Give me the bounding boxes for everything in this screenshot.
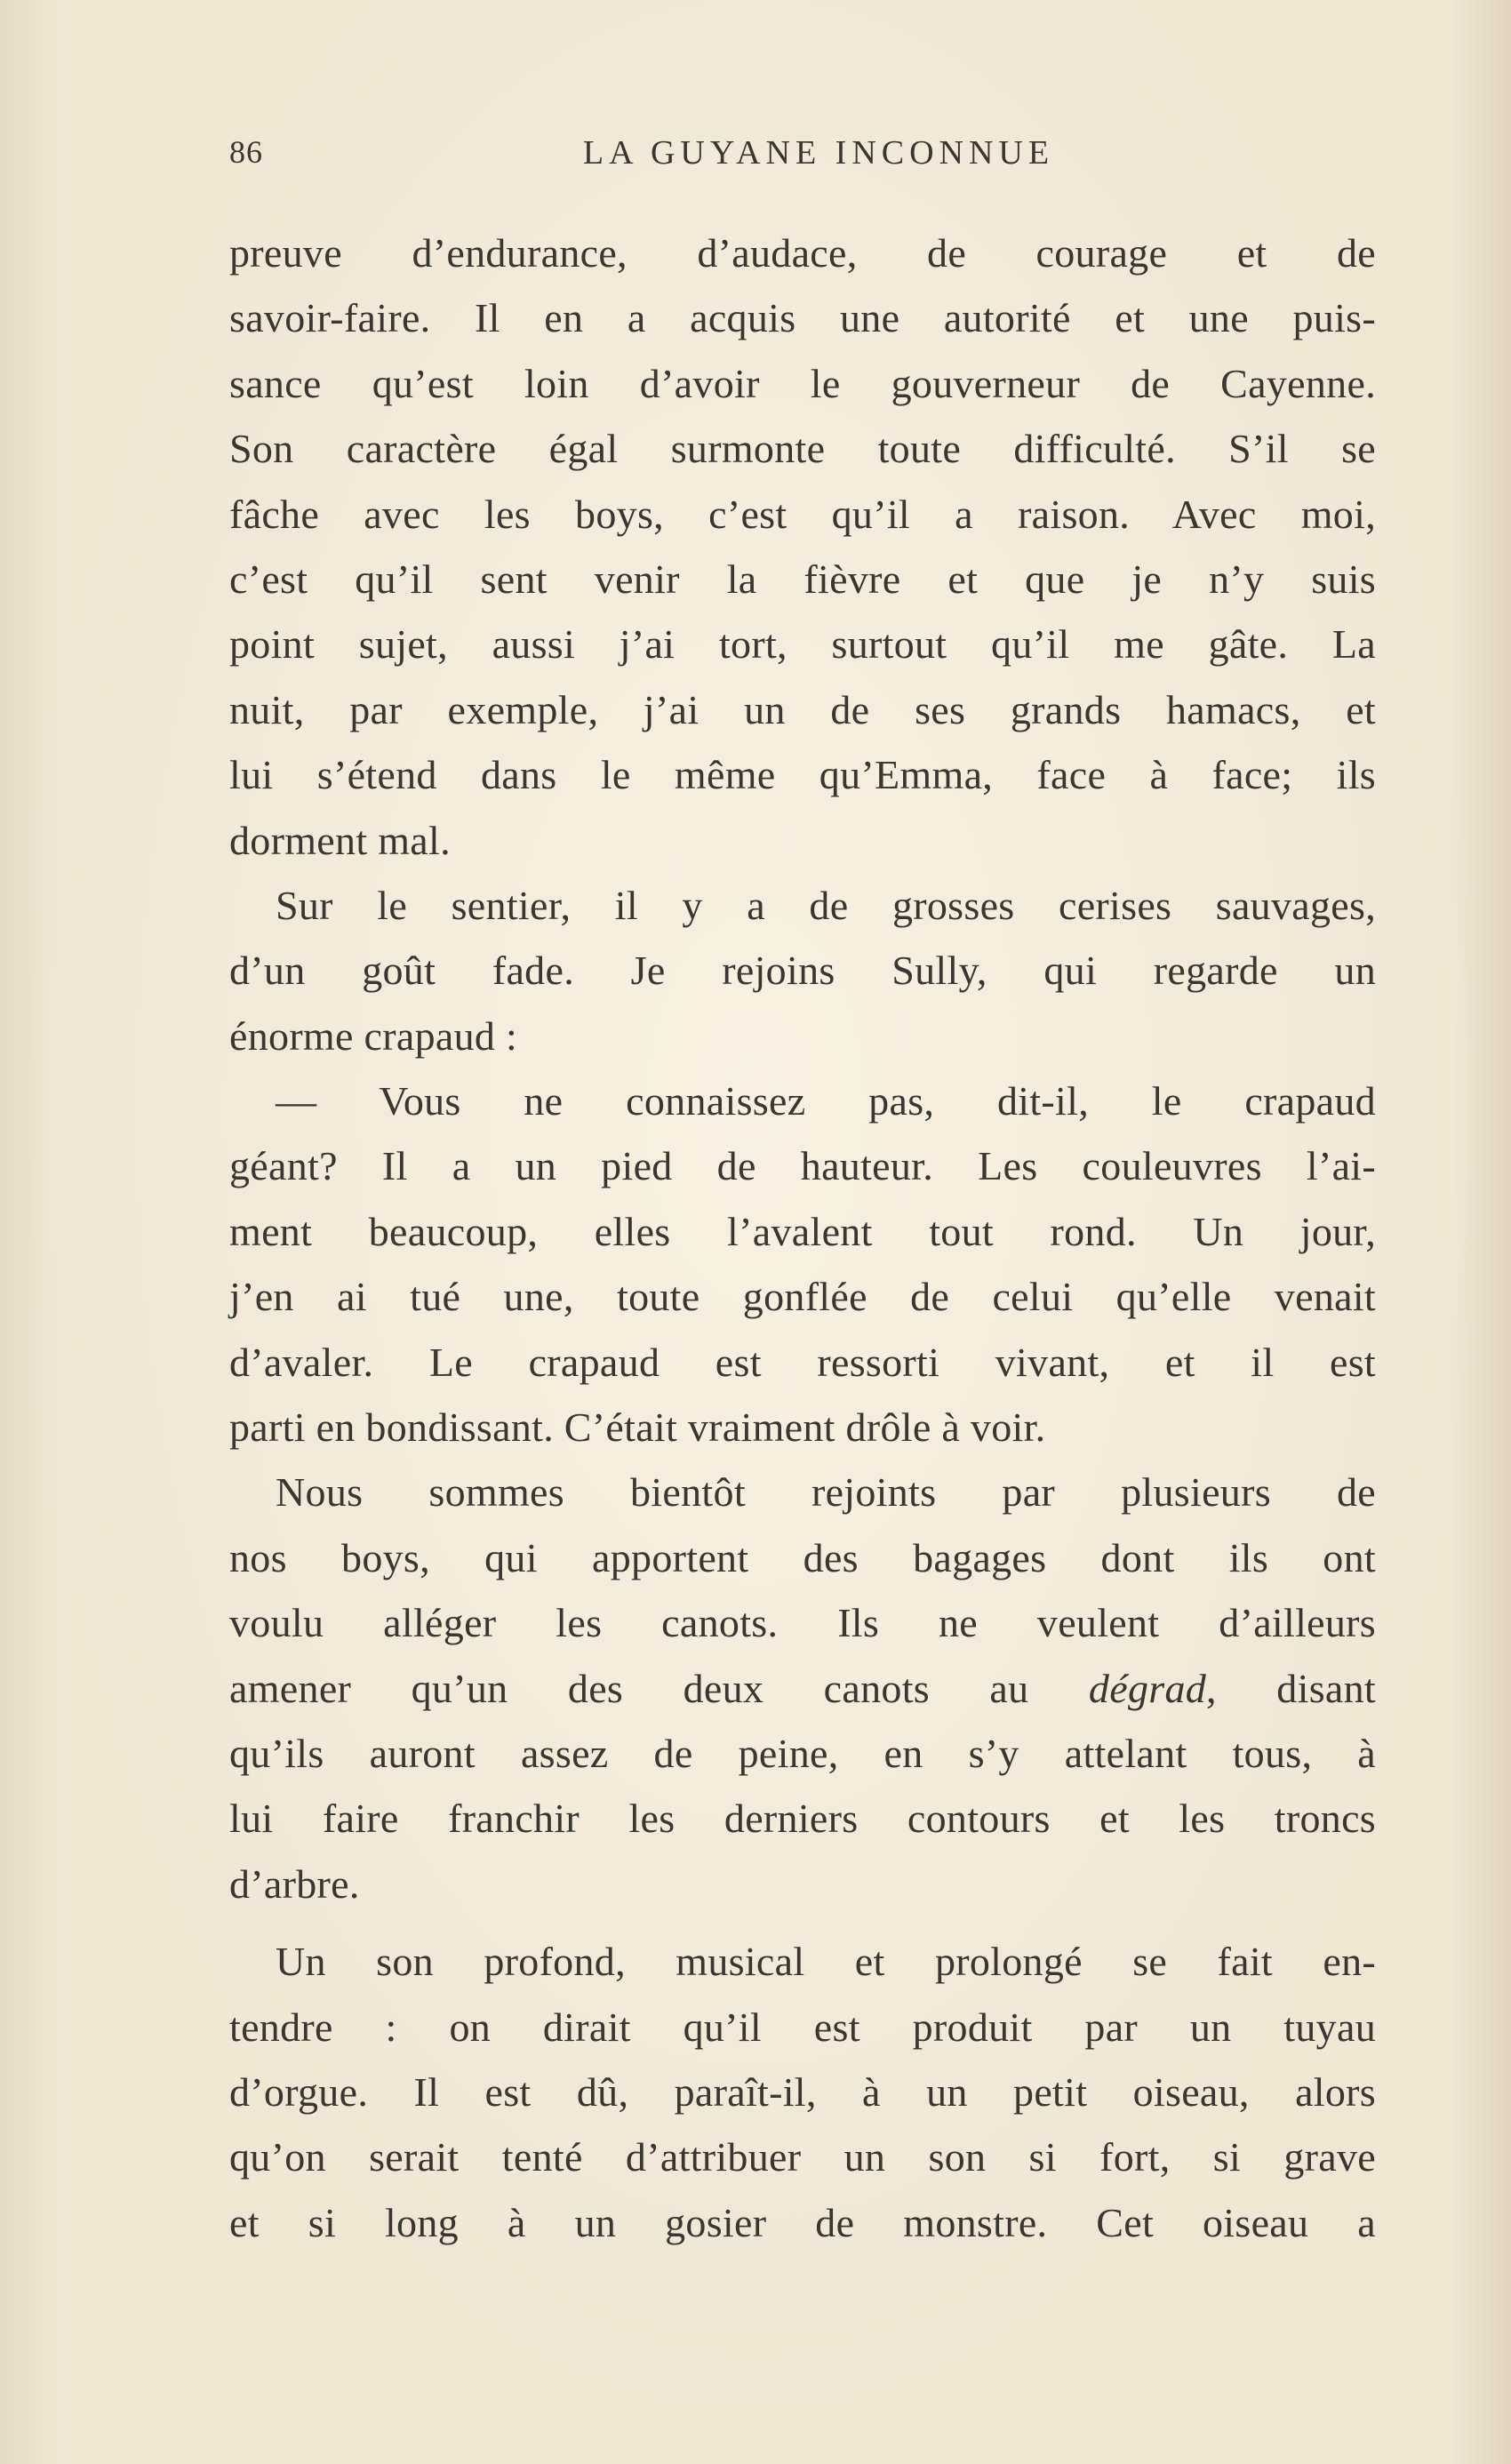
text-line: lui s’étend dans le même qu’Emma, face à face; ils (229, 752, 1376, 798)
text-segment: amener qu’un des deux canots au (229, 1665, 1029, 1711)
text-line: d’arbre. (229, 1860, 360, 1907)
text-line: et si long à un gosier de monstre. Cet oiseau a (229, 2199, 1376, 2245)
text-line: énorme crapaud : (229, 1012, 518, 1059)
running-title: LA GUYANE INCONNUE (582, 134, 1055, 172)
text-line: Son caractère égal surmonte toute difficulté. S’il se (229, 426, 1376, 472)
text-line: Un son profond, musical et prolongé se fait en- (276, 1939, 1376, 1985)
text-line: Nous sommes bientôt rejoints par plusieurs de (276, 1469, 1376, 1516)
text-line: géant? Il a un pied de hauteur. Les couleuvres l’ai- (229, 1143, 1376, 1189)
text-line: nos boys, qui apportent des bagages dont ils ont (229, 1534, 1376, 1580)
text-line: d’un goût fade. Je rejoins Sully, qui regarde un (229, 948, 1376, 994)
text-line: c’est qu’il sent venir la fièvre et que je n’y suis (229, 556, 1376, 602)
text-segment: , disant (1206, 1665, 1376, 1711)
text-line-with-italic (229, 1656, 1376, 1721)
text-line: lui faire franchir les derniers contours et les troncs (229, 1796, 1376, 1842)
text-line: point sujet, aussi j’ai tort, surtout qu’il me gâte. La (229, 621, 1376, 668)
page-header (229, 133, 1376, 187)
text-line: voulu alléger les canots. Ils ne veulent d’ailleurs (229, 1600, 1376, 1646)
text-line: parti en bondissant. C’était vraiment drôle à voir. (229, 1404, 1046, 1451)
text-line: fâche avec les boys, c’est qu’il a raison. Avec moi, (229, 491, 1376, 537)
text-line: Sur le sentier, il y a de grosses cerises sauvages, (276, 882, 1376, 928)
paragraph-gap (229, 1916, 1376, 1929)
page-number: 86 (229, 134, 263, 170)
italic-word: dégrad (1088, 1665, 1207, 1711)
text-line: j’en ai tué une, toute gonflée de celui qu’elle venait (229, 1274, 1376, 1320)
text-line: qu’ils auront assez de peine, en s’y attelant tous, à (229, 1730, 1376, 1776)
text-line: qu’on serait tenté d’attribuer un son si fort, si grave (229, 2134, 1376, 2180)
text-line: sance qu’est loin d’avoir le gouverneur de Cayenne. (229, 360, 1376, 406)
text-line: tendre : on dirait qu’il est produit par un tuyau (229, 2004, 1376, 2050)
text-line: — Vous ne connaissez pas, dit-il, le crapaud (276, 1078, 1376, 1124)
text-line: ment beaucoup, elles l’avalent tout rond. Un jour, (229, 1208, 1376, 1254)
text-line: savoir-faire. Il en a acquis une autorité et une puis- (229, 295, 1376, 341)
text-line: preuve d’endurance, d’audace, de courage et de (229, 230, 1376, 276)
text-line: dorment mal. (229, 817, 451, 863)
text-line: d’orgue. Il est dû, paraît-il, à un petit oiseau, alors (229, 2068, 1376, 2115)
text-line: nuit, par exemple, j’ai un de ses grands hamacs, et (229, 686, 1376, 732)
text-line: d’avaler. Le crapaud est ressorti vivant, et il est (229, 1339, 1376, 1385)
body-text (229, 220, 1376, 2255)
